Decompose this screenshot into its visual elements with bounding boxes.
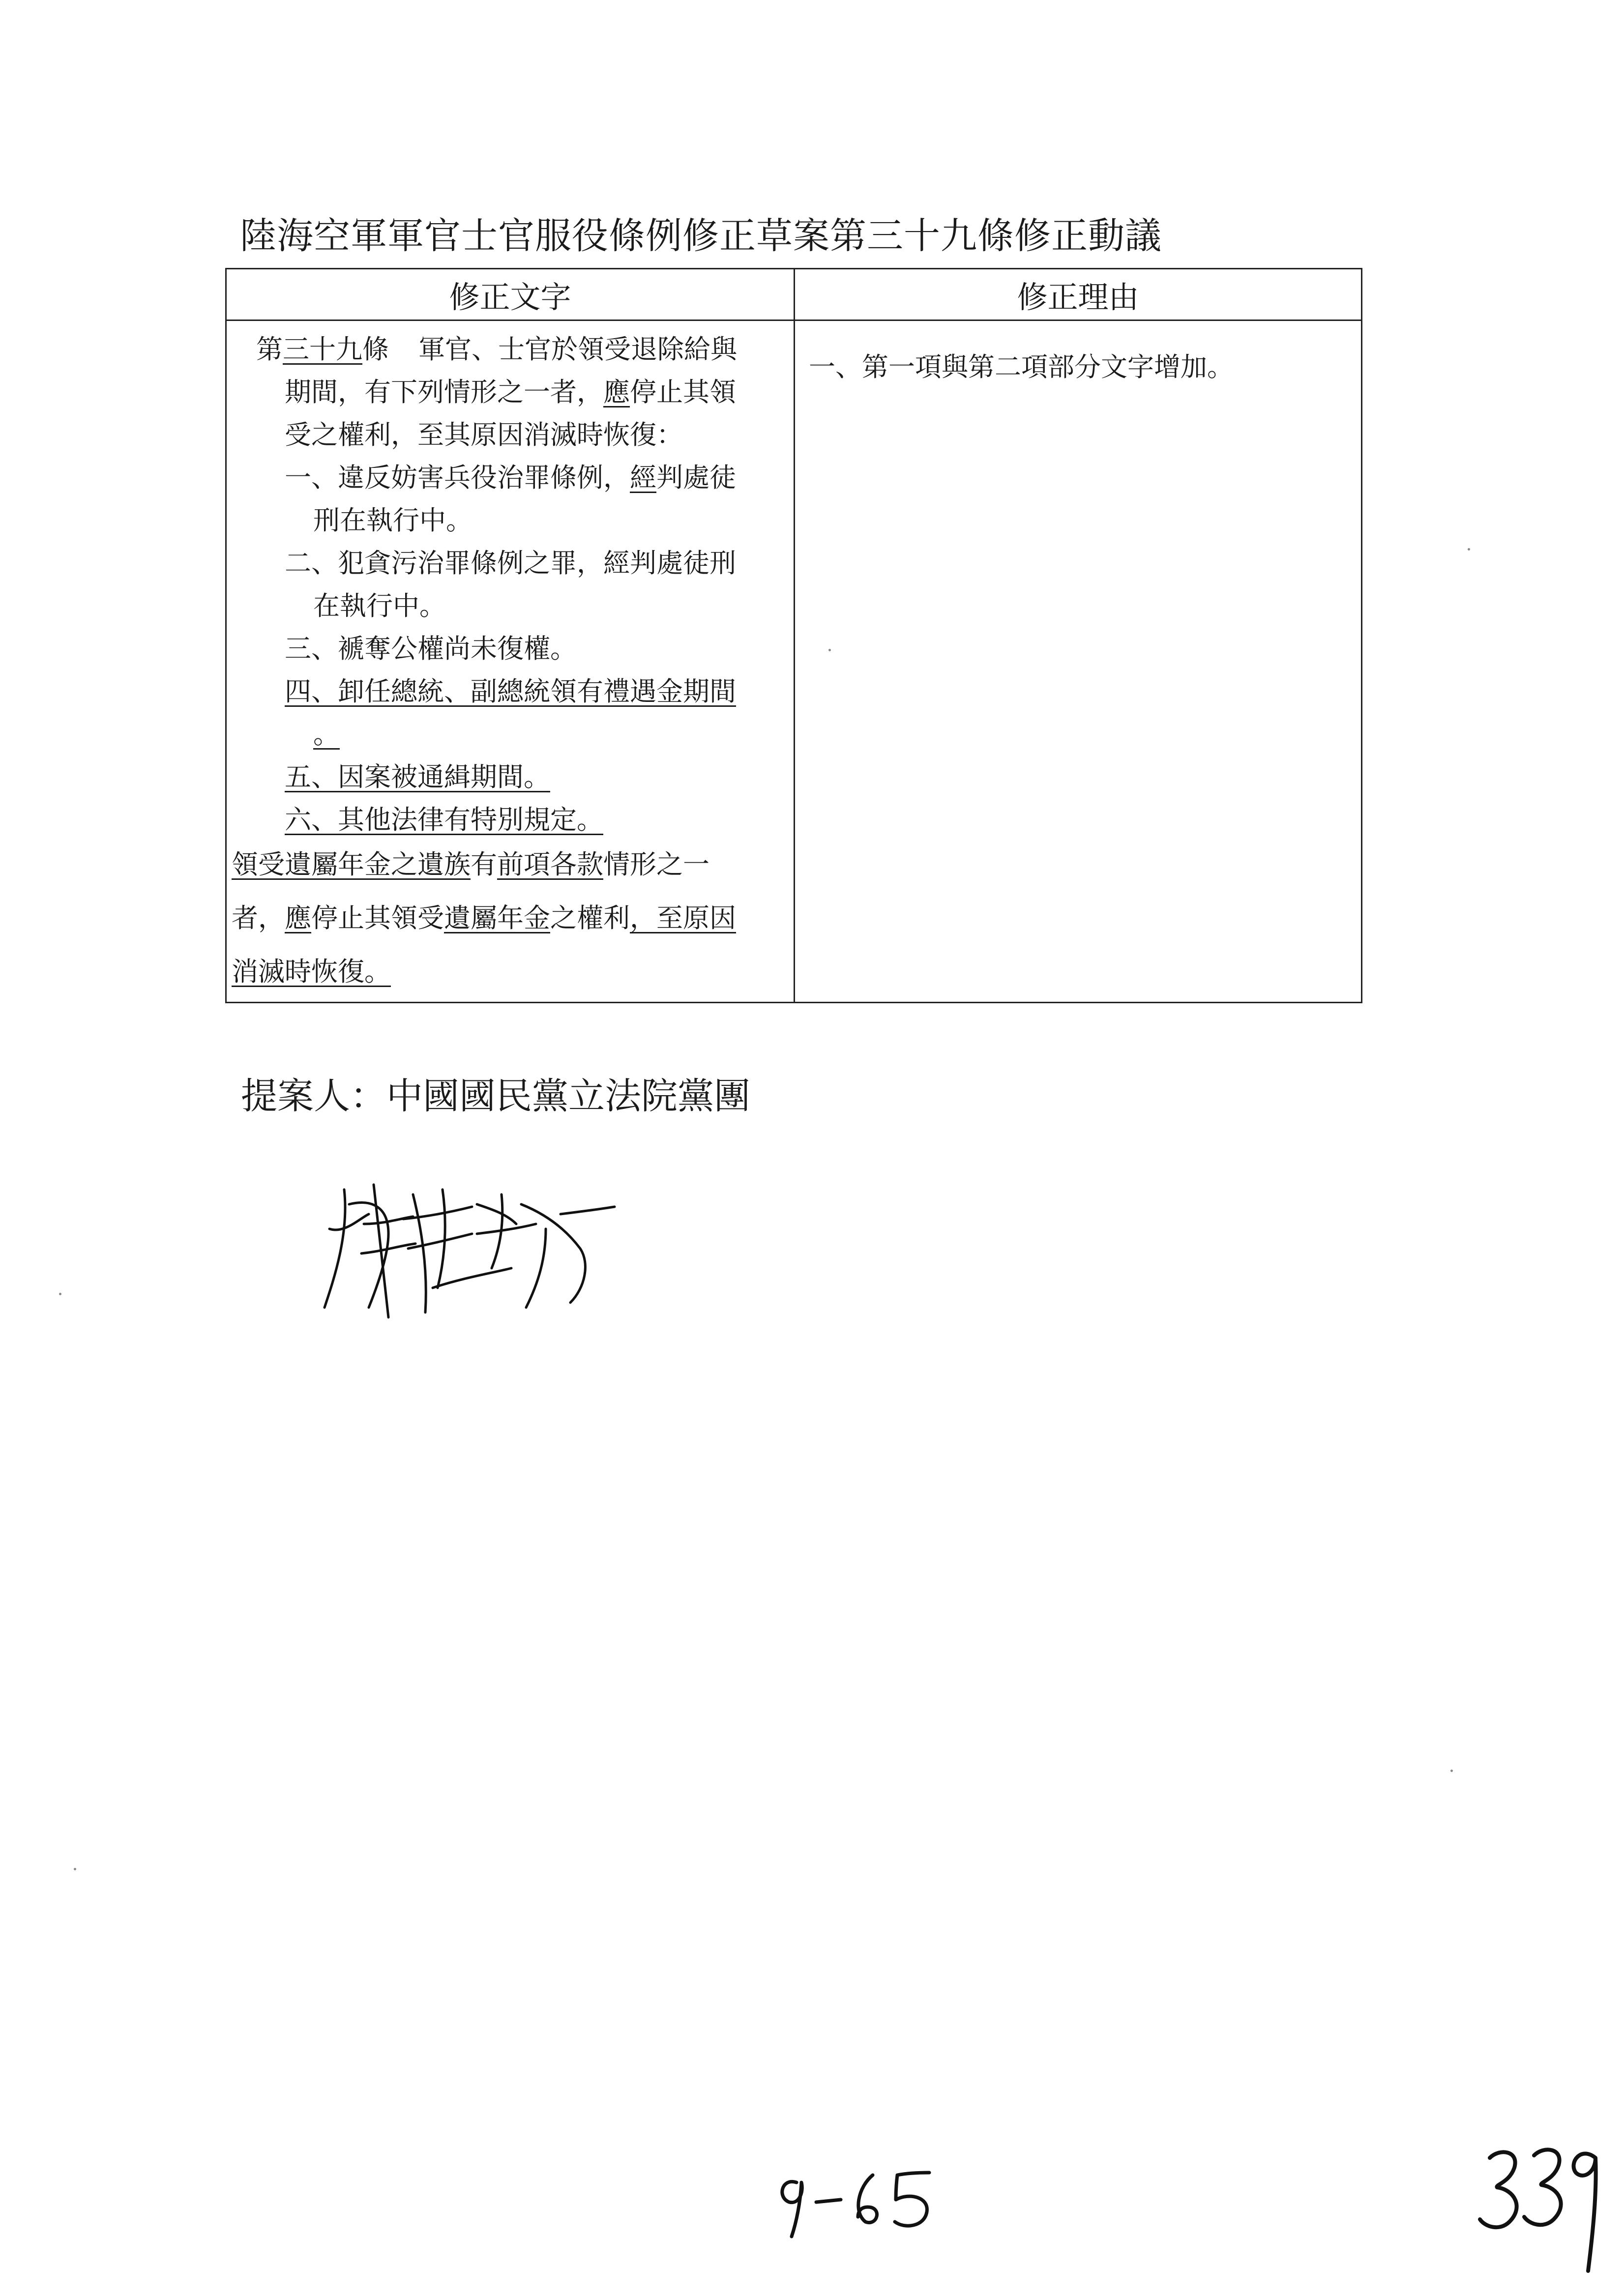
header-amendment-reason: 修正理由 xyxy=(795,269,1362,320)
item-2-line-2: 在執行中。 xyxy=(313,590,446,621)
proposer-line: 提案人：中國國民黨立法院黨團 xyxy=(241,1075,750,1117)
item-4-line-1: 四、卸任總統、副總統領有禮遇金期間 xyxy=(285,676,736,707)
scan-speck xyxy=(1450,1770,1453,1772)
item-5: 五、因案被通緝期間。 xyxy=(285,761,550,792)
table-row xyxy=(226,320,1362,1003)
scan-speck xyxy=(59,1293,61,1295)
handwritten-page-number xyxy=(1470,2128,1608,2276)
amended-text-cell xyxy=(226,320,795,1003)
item-4-line-2: 。 xyxy=(313,719,340,750)
item-1-line-2: 刑在執行中。 xyxy=(313,505,472,536)
article-line-3: 受之權利，至其原因消滅時恢復： xyxy=(285,419,683,450)
article-heading-line: 第三十九條 軍官、士官於領受退除給與 xyxy=(256,334,737,365)
scan-speck xyxy=(828,649,831,651)
header-amended-text: 修正文字 xyxy=(226,269,795,320)
handwritten-signature xyxy=(315,1160,629,1322)
handwritten-note xyxy=(767,2153,944,2241)
amendment-table xyxy=(225,268,1362,1003)
article-number: 三十九 xyxy=(283,334,362,365)
document-title: 陸海空軍軍官士官服役條例修正草案第三十九條修正動議 xyxy=(240,215,1162,257)
item-6: 六、其他法律有特別規定。 xyxy=(285,804,603,835)
paragraph-2-line-2: 者，應停止其領受遺屬年金之權利，至原因 xyxy=(232,902,736,933)
paragraph-2-line-3: 消滅時恢復。 xyxy=(232,956,391,987)
reason-text: 一、第一項與第二項部分文字增加。 xyxy=(809,351,1234,382)
item-1-line-1: 一、違反妨害兵役治罪條例，經判處徒 xyxy=(285,462,736,493)
item-2-line-1: 二、犯貪污治罪條例之罪，經判處徒刑 xyxy=(285,548,736,579)
table-header-row xyxy=(226,269,1362,320)
amendment-reason-cell xyxy=(795,320,1362,1003)
article-line-2: 期間，有下列情形之一者，應停止其領 xyxy=(285,377,736,407)
item-3: 三、褫奪公權尚未復權。 xyxy=(285,633,577,664)
scan-speck xyxy=(74,1868,76,1870)
scan-speck xyxy=(1468,548,1470,551)
paragraph-2-line-1: 領受遺屬年金之遺族有前項各款情形之一 xyxy=(232,849,709,880)
